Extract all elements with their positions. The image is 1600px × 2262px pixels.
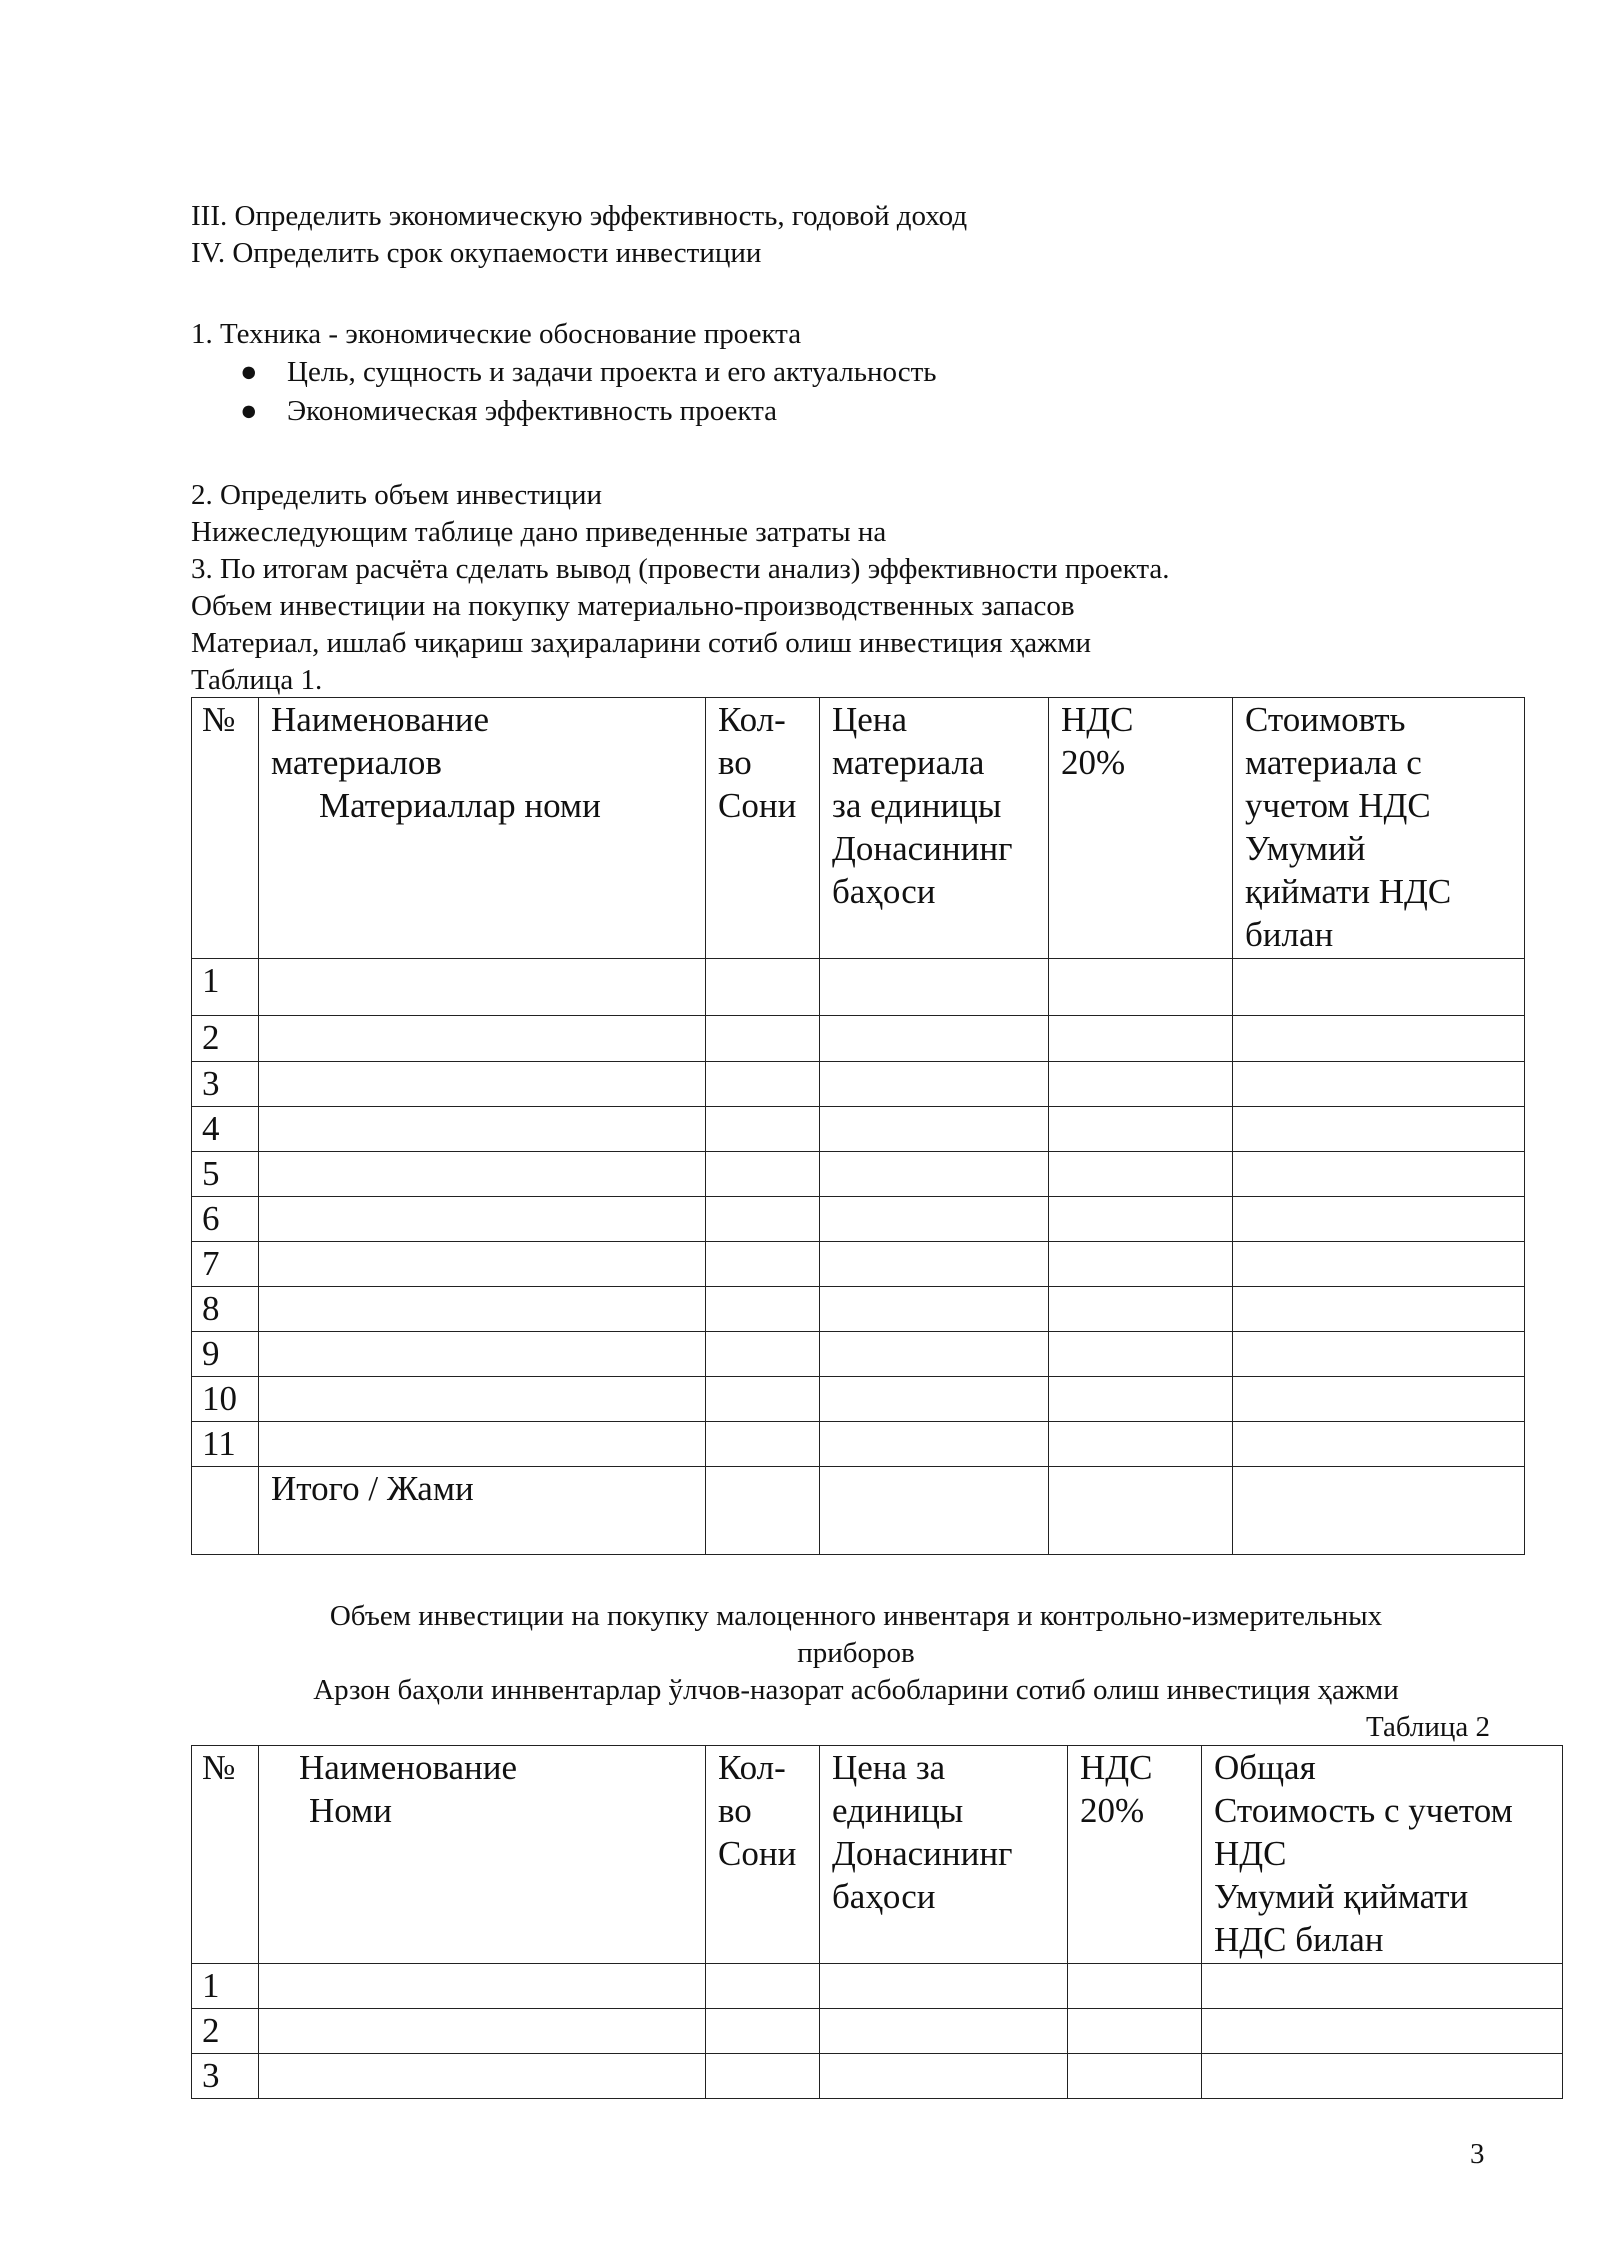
table-cell-num: 8	[192, 1287, 259, 1332]
table-cell	[259, 1152, 706, 1197]
table-cell	[1068, 2009, 1202, 2054]
table-cell	[706, 2054, 820, 2099]
table-cell	[1233, 1016, 1525, 1062]
table1-header-row	[192, 698, 1525, 959]
bullet-icon: ●	[240, 395, 258, 427]
table1-header-cost: Стоимовть материала с учетом НДС Умумий қиймати НДС билан	[1233, 698, 1525, 959]
table2-header-vat: НДС 20%	[1068, 1746, 1202, 1964]
table-cell	[1049, 1197, 1233, 1242]
table1-header-name: Наименование материалов Материаллар номи	[259, 698, 706, 959]
table-cell	[820, 2054, 1068, 2099]
table-cell-num: 1	[192, 1964, 259, 2009]
table-row	[192, 1152, 1525, 1197]
table-cell	[706, 1107, 820, 1152]
table2-header-num: №	[192, 1746, 259, 1964]
table-cell	[706, 1062, 820, 1107]
table-cell-num: 7	[192, 1242, 259, 1287]
table-cell	[706, 1467, 820, 1555]
table-intro-line: Нижеследующим таблице дано приведенные затраты на	[191, 516, 887, 548]
intro-line-1: III. Определить экономическую эффективность, годовой доход	[191, 200, 968, 232]
table-cell	[259, 1964, 706, 2009]
table-cell	[1049, 1422, 1233, 1467]
table-cell	[1049, 1152, 1233, 1197]
section2-title-line2: приборов	[797, 1637, 915, 1669]
table-cell	[259, 1422, 706, 1467]
table-cell	[820, 1287, 1049, 1332]
table2-header-qty: Кол- во Сони	[706, 1746, 820, 1964]
table1-total-row	[192, 1467, 1525, 1555]
table1-header-vat: НДС 20%	[1049, 698, 1233, 959]
table1-caption: Таблица 1.	[191, 664, 323, 696]
table-cell-num: 3	[192, 1062, 259, 1107]
table1-header-qty: Кол- во Сони	[706, 698, 820, 959]
table-cell	[1049, 1332, 1233, 1377]
table-cell	[706, 1242, 820, 1287]
item-3: 3. По итогам расчёта сделать вывод (провести анализ) эффективности проекта.	[191, 553, 1170, 585]
table-cell	[1233, 1332, 1525, 1377]
item-1: 1. Техника - экономические обоснование проекта	[191, 318, 802, 350]
table-row	[192, 1332, 1525, 1377]
table1-header-price: Цена материала за единицы Донасининг баҳоси	[820, 698, 1049, 959]
table-cell	[1068, 2054, 1202, 2099]
table-cell	[706, 1016, 820, 1062]
bullet-item-1: Цель, сущность и задачи проекта и его актуальность	[287, 356, 937, 388]
item-2: 2. Определить объем инвестиции	[191, 479, 602, 511]
table-cell-num: 2	[192, 1016, 259, 1062]
table-cell	[1049, 1062, 1233, 1107]
table-cell	[1233, 1107, 1525, 1152]
table-cell	[259, 1242, 706, 1287]
table-cell	[259, 1016, 706, 1062]
volume-uz: Материал, ишлаб чиқариш заҳираларини сотиб олиш инвестиция ҳажми	[191, 627, 1092, 659]
table-cell	[1202, 2054, 1563, 2099]
table-cell	[706, 959, 820, 1016]
table-cell	[1233, 1467, 1525, 1555]
table-row	[192, 1062, 1525, 1107]
table1-header-num: №	[192, 698, 259, 959]
table-row	[192, 1242, 1525, 1287]
table-cell	[259, 1287, 706, 1332]
table-cell	[259, 1197, 706, 1242]
table-cell	[706, 1964, 820, 2009]
table-cell-num: 9	[192, 1332, 259, 1377]
table1-total-label: Итого / Жами	[259, 1467, 706, 1555]
table-cell-num	[192, 1467, 259, 1555]
table-cell	[1233, 1152, 1525, 1197]
table-cell	[1049, 959, 1233, 1016]
table-row	[192, 2054, 1563, 2099]
table2-header-price: Цена за единицы Донасининг баҳоси	[820, 1746, 1068, 1964]
table-row	[192, 1377, 1525, 1422]
table-cell	[706, 1197, 820, 1242]
table2-header-total: Общая Стоимость с учетом НДС Умумий қиймати НДС билан	[1202, 1746, 1563, 1964]
table-cell	[820, 1467, 1049, 1555]
table-cell	[1233, 1287, 1525, 1332]
table-cell	[1049, 1107, 1233, 1152]
table-cell-num: 11	[192, 1422, 259, 1467]
table-cell	[259, 1377, 706, 1422]
table-row	[192, 1107, 1525, 1152]
table-cell	[1049, 1242, 1233, 1287]
table-cell	[259, 2009, 706, 2054]
table-cell	[820, 1107, 1049, 1152]
table-cell	[1049, 1287, 1233, 1332]
table-row	[192, 1964, 1563, 2009]
table2-header-row	[192, 1746, 1563, 1964]
table-cell	[1202, 2009, 1563, 2054]
table-cell	[820, 1964, 1068, 2009]
table-cell	[259, 959, 706, 1016]
table-cell	[820, 1062, 1049, 1107]
table-cell	[820, 1152, 1049, 1197]
table-row	[192, 1287, 1525, 1332]
table-cell	[706, 1377, 820, 1422]
table-row	[192, 959, 1525, 1016]
table-cell	[1233, 1422, 1525, 1467]
table-cell	[820, 1332, 1049, 1377]
table-1	[191, 697, 1525, 1555]
table-cell	[1233, 1377, 1525, 1422]
table-cell	[1068, 1964, 1202, 2009]
table-cell	[1233, 959, 1525, 1016]
table-cell	[1202, 1964, 1563, 2009]
table-cell	[820, 1422, 1049, 1467]
table-cell	[259, 1107, 706, 1152]
table-cell	[1233, 1062, 1525, 1107]
table-2	[191, 1745, 1563, 2099]
section2-title-line1: Объем инвестиции на покупку малоценного инвентаря и контрольно-измерительных	[329, 1600, 1383, 1632]
section2-title-uz: Арзон баҳоли иннвентарлар ўлчов-назорат асбобларини сотиб олиш инвестиция ҳажми	[313, 1674, 1399, 1706]
table-cell	[706, 1152, 820, 1197]
table-cell	[820, 1242, 1049, 1287]
table-cell	[820, 1016, 1049, 1062]
bullet-icon: ●	[240, 356, 258, 388]
table-cell	[259, 1332, 706, 1377]
table-cell-num: 3	[192, 2054, 259, 2099]
table-cell-num: 4	[192, 1107, 259, 1152]
table-cell	[706, 1422, 820, 1467]
table2-header-name: Наименование Номи	[259, 1746, 706, 1964]
table-cell	[1233, 1197, 1525, 1242]
table-cell	[820, 1377, 1049, 1422]
table-cell	[1049, 1467, 1233, 1555]
table-cell	[1049, 1016, 1233, 1062]
table-cell-num: 5	[192, 1152, 259, 1197]
table-cell-num: 1	[192, 959, 259, 1016]
table-row	[192, 1422, 1525, 1467]
table2-caption: Таблица 2	[1365, 1711, 1490, 1743]
page-number: 3	[1470, 2138, 1485, 2170]
table-cell	[1233, 1242, 1525, 1287]
table-cell	[1049, 1377, 1233, 1422]
table-cell	[259, 1062, 706, 1107]
bullet-item-2: Экономическая эффективность проекта	[287, 395, 778, 427]
table-cell	[820, 2009, 1068, 2054]
volume-ru: Объем инвестиции на покупку материально-производственных запасов	[191, 590, 1075, 622]
table-cell-num: 6	[192, 1197, 259, 1242]
table-cell	[706, 1332, 820, 1377]
table-cell	[259, 2054, 706, 2099]
table-row	[192, 1197, 1525, 1242]
intro-line-2: IV. Определить срок окупаемости инвестиции	[191, 237, 762, 269]
table-cell-num: 10	[192, 1377, 259, 1422]
table-cell	[706, 1287, 820, 1332]
table-row	[192, 2009, 1563, 2054]
table-cell-num: 2	[192, 2009, 259, 2054]
table-row	[192, 1016, 1525, 1062]
table-cell	[820, 1197, 1049, 1242]
table-cell	[706, 2009, 820, 2054]
table-cell	[820, 959, 1049, 1016]
